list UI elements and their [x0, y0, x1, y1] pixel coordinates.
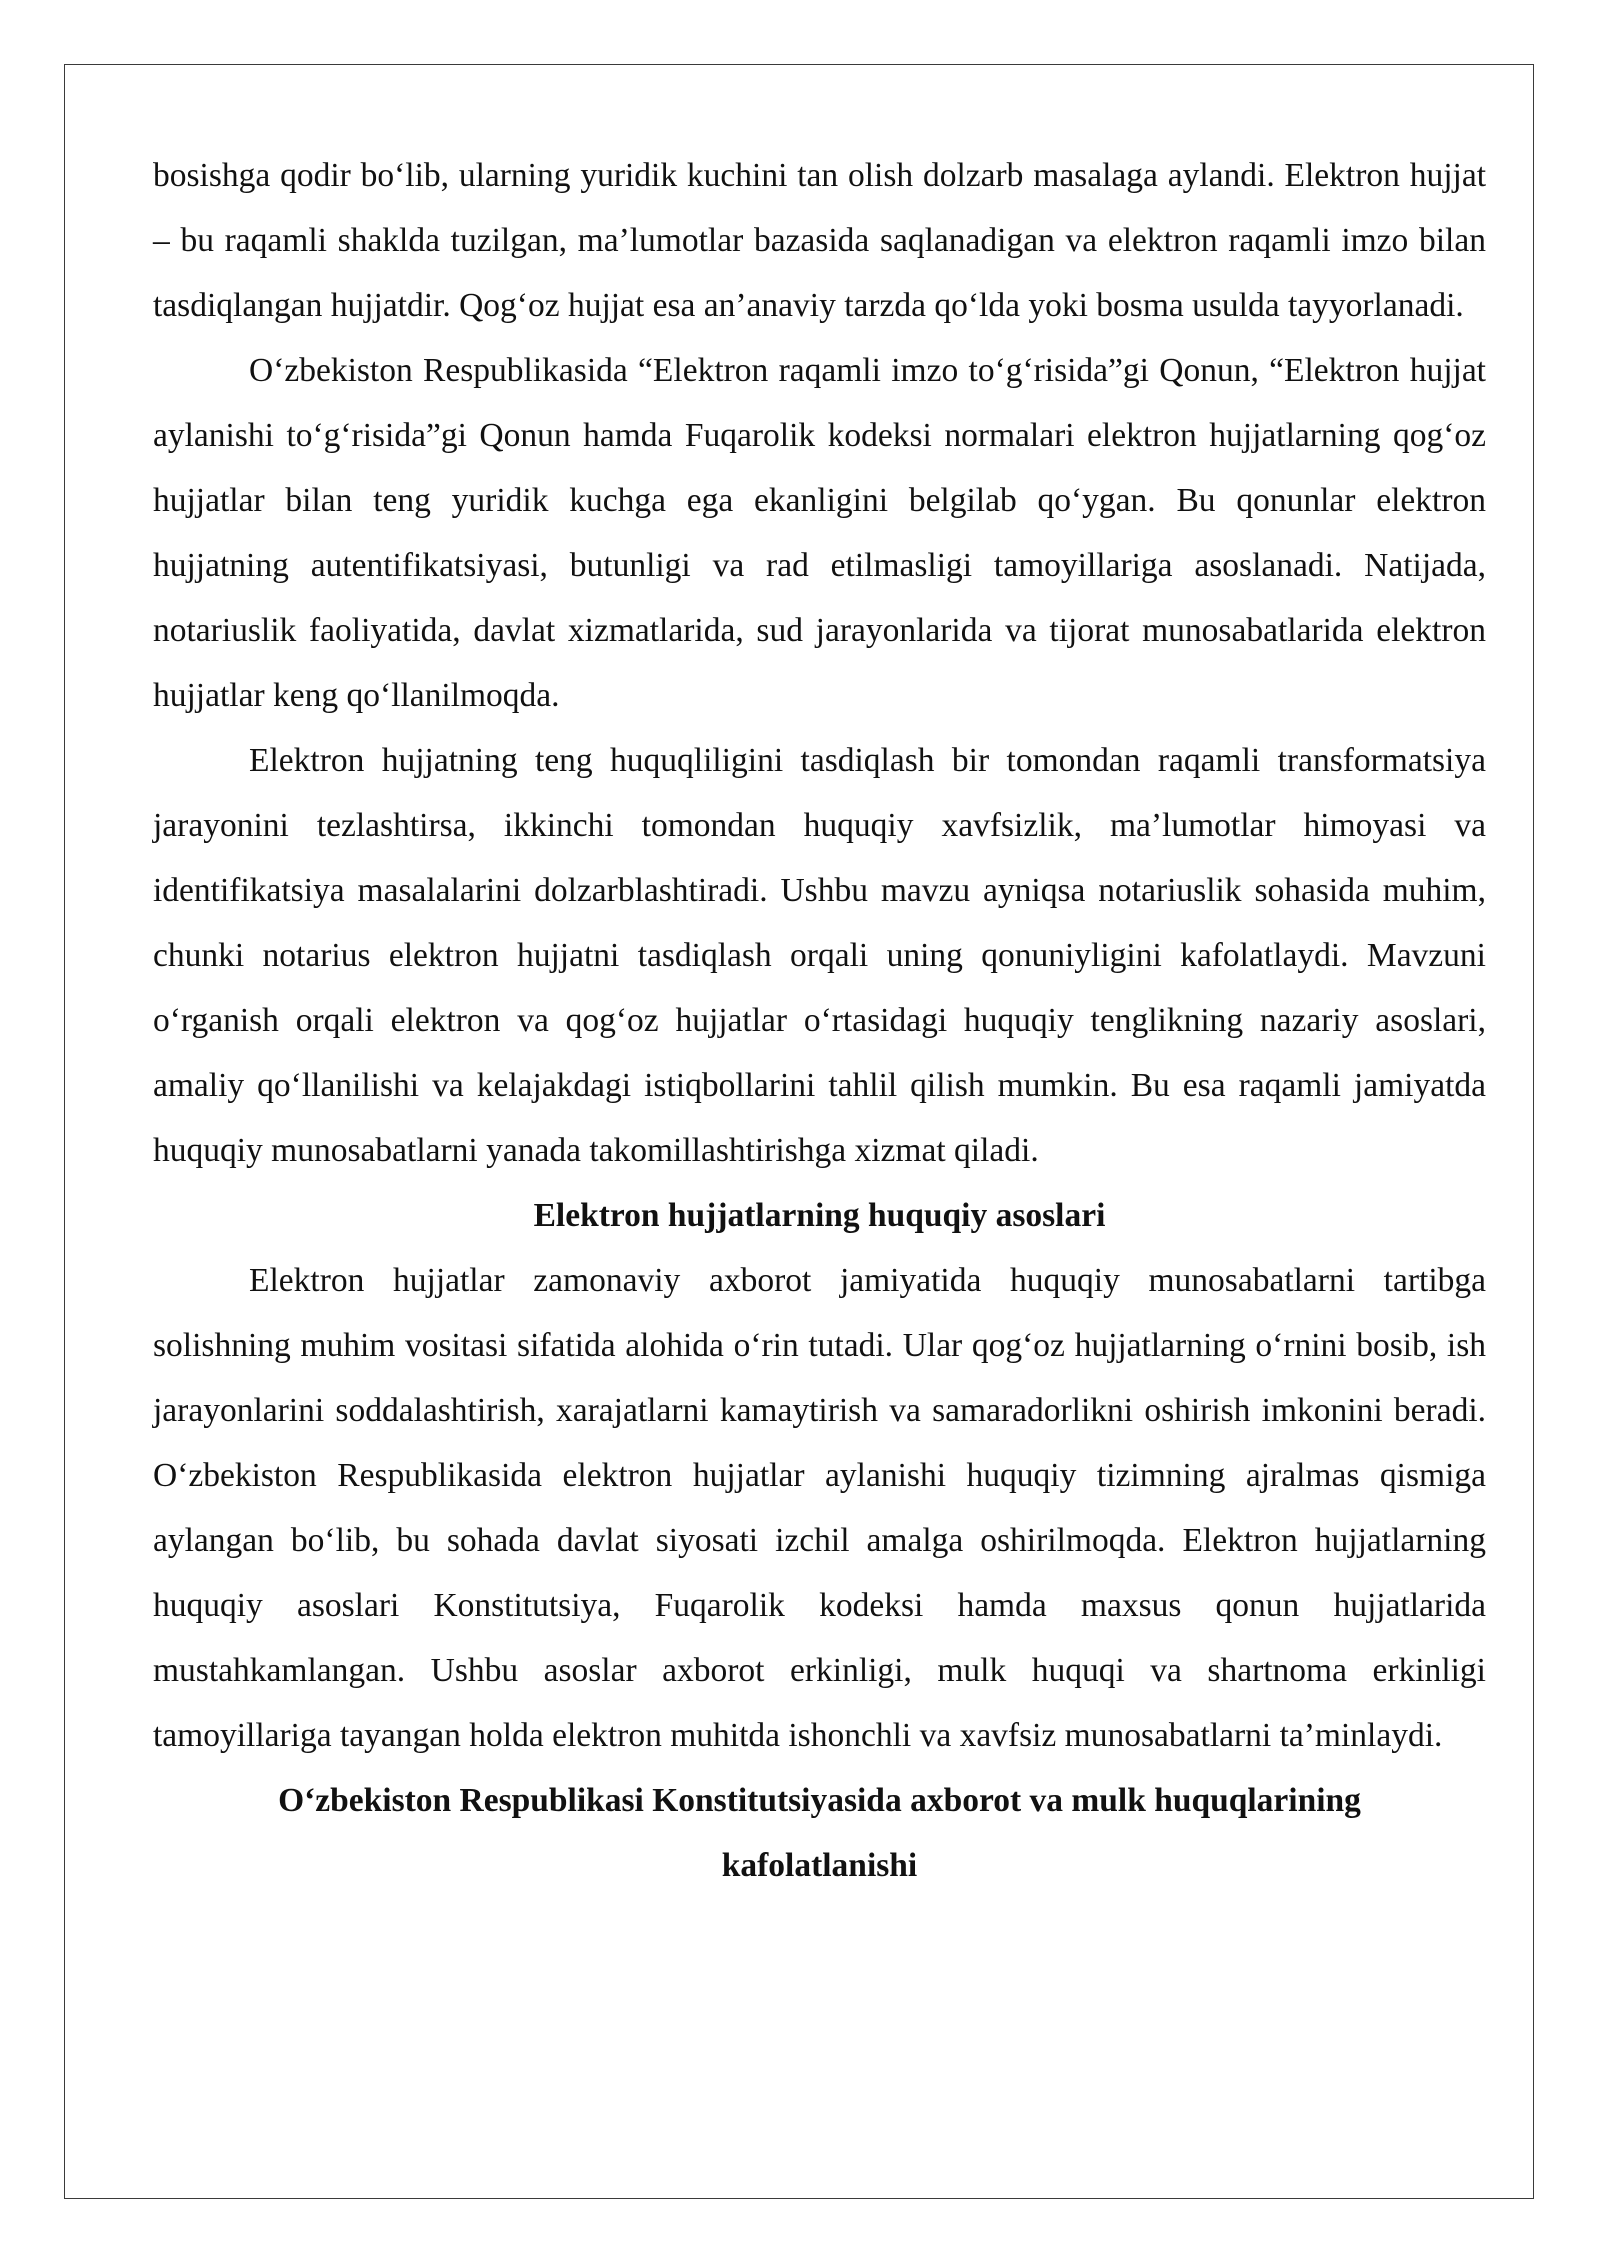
document-body — [153, 143, 1486, 1898]
paragraph-2: O‘zbekiston Respublikasida “Elektron raqamli imzo to‘g‘risida”gi Qonun, “Elektron hujjat aylanishi to‘g‘risida”gi Qonun hamda Fuqarolik kodeksi normalari elektron hujjatlarning qog‘oz hujjatlar bilan teng yuridik kuchga ega ekanligini belgilab qo‘ygan. Bu qonunlar elektron hujjatning autentifikatsiyasi, butunligi va rad etilmasligi tamoyillariga asoslanadi. Natijada, notariuslik faoliyatida, davlat xizmatlarida, sud jarayonlarida va tijorat munosabatlarida elektron hujjatlar keng qo‘llanilmoqda. — [153, 352, 1486, 714]
paragraph-3: Elektron hujjatning teng huquqliligini tasdiqlash bir tomondan raqamli transformatsiya jarayonini tezlashtirsa, ikkinchi tomondan huquqiy xavfsizlik, ma’lumotlar himoyasi va identifikatsiya masalalarini dolzarblashtiradi. Ushbu mavzu ayniqsa notariuslik sohasida muhim, chunki notarius elektron hujjatni tasdiqlash orqali uning qonuniyligini kafolatlaydi. Mavzuni o‘rganish orqali elektron va qog‘oz hujjatlar o‘rtasidagi huquqiy tenglikning nazariy asoslari, amaliy qo‘llanilishi va kelajakdagi istiqbollarini tahlil qilish mumkin. Bu esa raqamli jamiyatda huquqiy munosabatlarni yanada takomillashtirishga xizmat qiladi. — [153, 742, 1486, 1169]
section-heading-constitution: O‘zbekiston Respublikasi Konstitutsiyasida axborot va mulk huquqlarining kafolatlanishi — [278, 1782, 1361, 1884]
paragraph-1: bosishga qodir bo‘lib, ularning yuridik kuchini tan olish dolzarb masalaga aylandi. Elektron hujjat – bu raqamli shaklda tuzilgan, ma’lumotlar bazasida saqlanadigan va elektron raqamli imzo bilan tasdiqlangan hujjatdir. Qog‘oz hujjat esa an’anaviy tarzda qo‘lda yoki bosma usulda tayyorlanadi. — [153, 157, 1486, 324]
paragraph-4: Elektron hujjatlar zamonaviy axborot jamiyatida huquqiy munosabatlarni tartibga solishning muhim vositasi sifatida alohida o‘rin tutadi. Ular qog‘oz hujjatlarning o‘rnini bosib, ish jarayonlarini soddalashtirish, xarajatlarni kamaytirish va samaradorlikni oshirish imkonini beradi. O‘zbekiston Respublikasida elektron hujjatlar aylanishi huquqiy tizimning ajralmas qismiga aylangan bo‘lib, bu sohada davlat siyosati izchil amalga oshirilmoqda. Elektron hujjatlarning huquqiy asoslari Konstitutsiya, Fuqarolik kodeksi hamda maxsus qonun hujjatlarida mustahkamlangan. Ushbu asoslar axborot erkinligi, mulk huquqi va shartnoma erkinligi tamoyillariga tayangan holda elektron muhitda ishonchli va xavfsiz munosabatlarni ta’minlaydi. — [153, 1262, 1486, 1754]
section-heading-legal-basis: Elektron hujjatlarning huquqiy asoslari — [533, 1197, 1106, 1234]
